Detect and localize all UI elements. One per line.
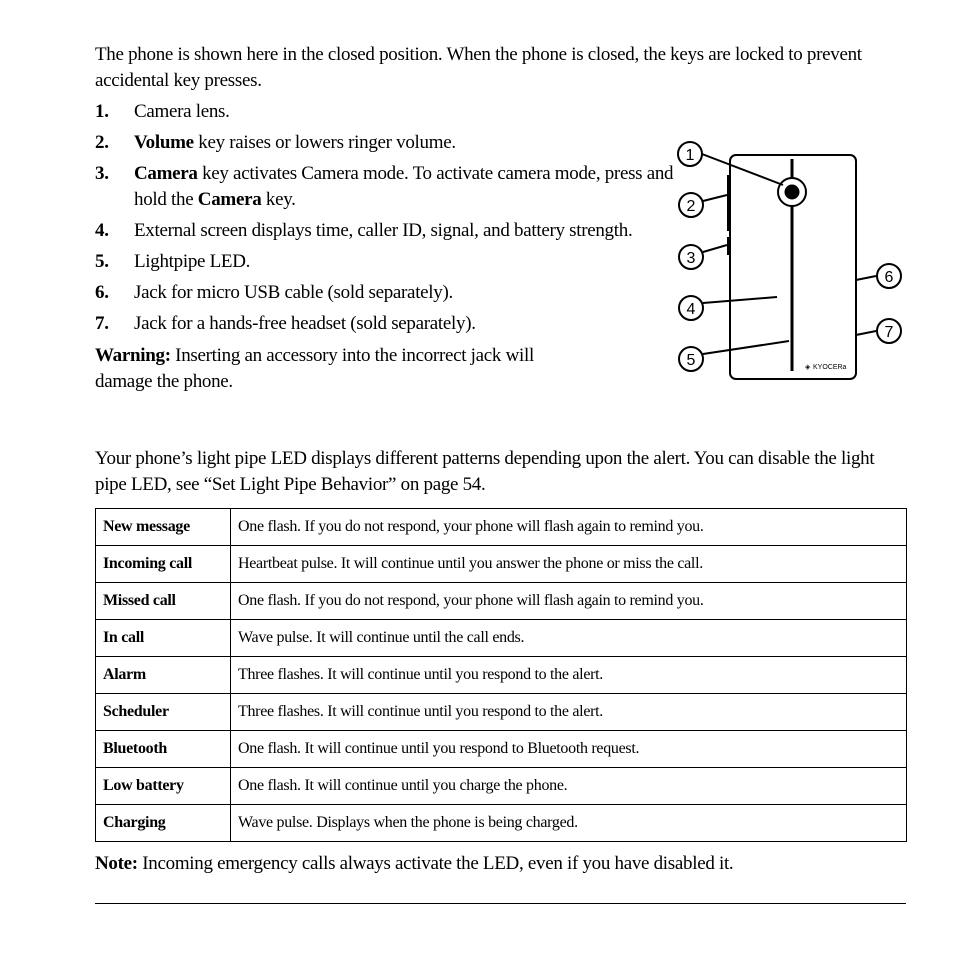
svg-text:5: 5 (686, 352, 696, 369)
item-number: 6. (95, 282, 109, 303)
pattern-cell: Three flashes. It will continue until you respond to the alert. (231, 694, 907, 731)
alert-cell: New message (96, 509, 231, 546)
svg-text:6: 6 (884, 269, 894, 286)
item-number: 4. (95, 220, 109, 241)
list-item (95, 218, 675, 244)
alert-cell: Bluetooth (96, 731, 231, 768)
list-item (95, 280, 675, 306)
item-text: Camera lens. (134, 101, 230, 122)
warning-label: Warning: (95, 345, 171, 366)
item-text: Jack for a hands-free headset (sold separately). (134, 313, 476, 334)
table-row (96, 805, 907, 842)
list-item (95, 130, 675, 156)
item-text: External screen displays time, caller ID, signal, and battery strength. (134, 220, 633, 241)
camera-key (727, 237, 731, 255)
item-keyword: Camera (197, 189, 262, 210)
table-row (96, 509, 907, 546)
alert-cell: In call (96, 620, 231, 657)
pattern-cell: Wave pulse. It will continue until the call ends. (231, 620, 907, 657)
kyocera-logo-icon: ◈ (805, 364, 811, 371)
item-number: 3. (95, 163, 109, 184)
item-number: 7. (95, 313, 109, 334)
note-paragraph (95, 851, 910, 877)
camera-lens-inner (785, 185, 800, 200)
alert-cell: Incoming call (96, 546, 231, 583)
phone-parts-list (95, 99, 675, 342)
led-patterns-table (95, 508, 907, 842)
pattern-cell: One flash. If you do not respond, your phone will flash again to remind you. (231, 583, 907, 620)
led-intro-paragraph: Your phone’s light pipe LED displays different patterns depending upon the alert. You can disable the light pipe LED, see “Set Light Pipe Behavior” on page 54. (95, 448, 875, 495)
item-keyword: Volume (134, 132, 194, 153)
item-text: key activates Camera mode. To activate camera mode, press and hold the (134, 163, 674, 210)
callout-1 (678, 142, 702, 166)
alert-cell: Scheduler (96, 694, 231, 731)
svg-text:7: 7 (884, 324, 894, 341)
callout-3 (679, 245, 703, 269)
pattern-cell: One flash. It will continue until you charge the phone. (231, 768, 907, 805)
table-row (96, 768, 907, 805)
callout-5 (679, 347, 703, 371)
note-text: Incoming emergency calls always activate the LED, even if you have disabled it. (137, 853, 734, 874)
pattern-cell: Heartbeat pulse. It will continue until you answer the phone or miss the call. (231, 546, 907, 583)
callout-2 (679, 193, 703, 217)
pattern-cell: One flash. It will continue until you respond to Bluetooth request. (231, 731, 907, 768)
alert-cell: Alarm (96, 657, 231, 694)
table-row (96, 620, 907, 657)
note-label: Note: (95, 853, 138, 874)
callout-6 (877, 264, 901, 288)
pattern-cell: Three flashes. It will continue until you respond to the alert. (231, 657, 907, 694)
list-item (95, 249, 675, 275)
alert-cell: Missed call (96, 583, 231, 620)
table-row (96, 657, 907, 694)
item-number: 2. (95, 132, 109, 153)
warning-paragraph (95, 343, 575, 395)
table-row (96, 731, 907, 768)
alert-cell: Charging (96, 805, 231, 842)
warning-text: Inserting an accessory into the incorrect jack will damage the phone. (95, 345, 534, 392)
brand-text: KYOCERa (813, 364, 847, 371)
table-row (96, 546, 907, 583)
svg-text:2: 2 (686, 198, 696, 215)
item-text: key. (261, 189, 296, 210)
pattern-cell: One flash. If you do not respond, your phone will flash again to remind you. (231, 509, 907, 546)
callout-7 (877, 319, 901, 343)
list-item (95, 99, 675, 125)
intro-paragraph: The phone is shown here in the closed position. When the phone is closed, the keys are locked to prevent accidental key presses. (95, 44, 862, 91)
item-text: Lightpipe LED. (134, 251, 251, 272)
volume-key (727, 175, 731, 231)
footer-divider (95, 903, 906, 904)
svg-text:4: 4 (686, 301, 696, 318)
pattern-cell: Wave pulse. Displays when the phone is being charged. (231, 805, 907, 842)
phone-diagram (670, 135, 910, 385)
table-row (96, 583, 907, 620)
item-text: Jack for micro USB cable (sold separately). (134, 282, 453, 303)
item-number: 1. (95, 101, 109, 122)
svg-text:1: 1 (685, 147, 695, 164)
table-row (96, 694, 907, 731)
item-keyword: Camera (134, 163, 198, 184)
item-number: 5. (95, 251, 109, 272)
callout-4 (679, 296, 703, 320)
list-item (95, 161, 675, 213)
svg-text:3: 3 (686, 250, 696, 267)
alert-cell: Low battery (96, 768, 231, 805)
list-item (95, 311, 675, 337)
item-text: key raises or lowers ringer volume. (193, 132, 456, 153)
